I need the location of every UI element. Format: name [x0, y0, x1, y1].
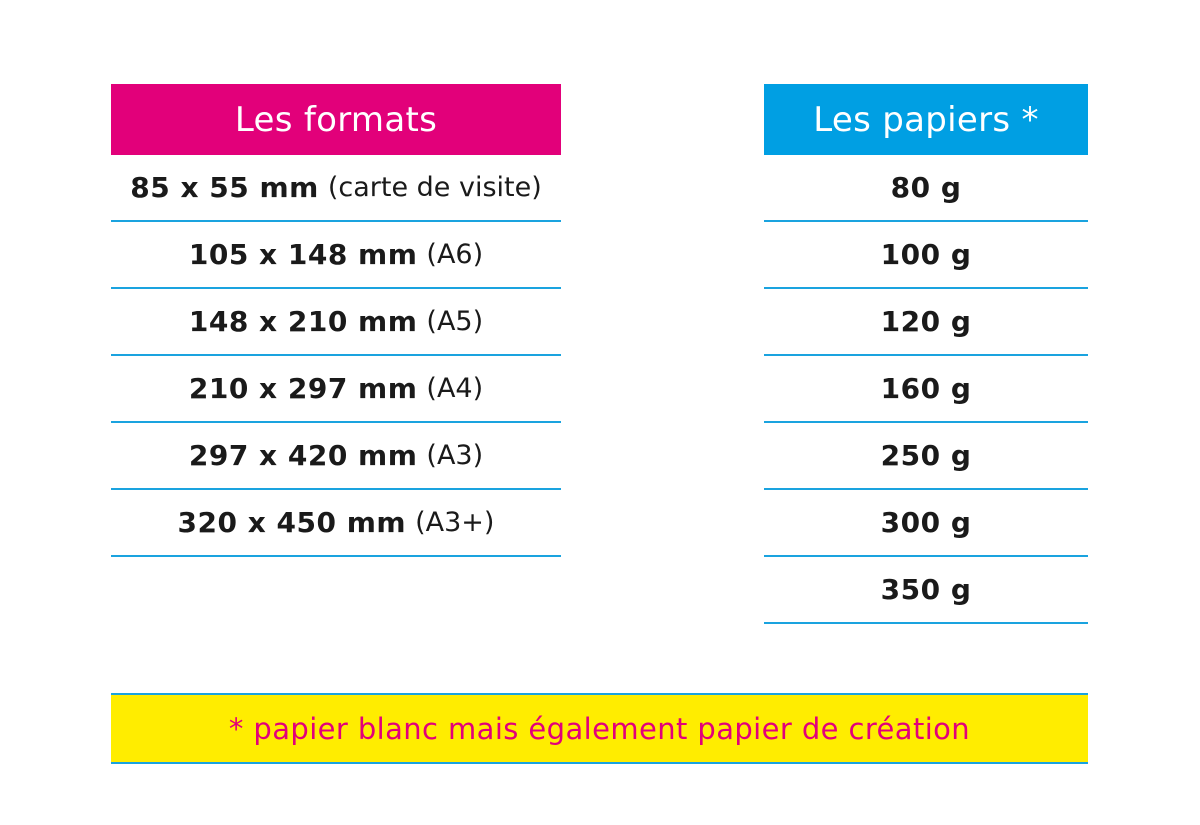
papers-table: [764, 84, 1088, 624]
format-size: 105 x 148 mm: [188, 238, 418, 271]
formats-table: [111, 84, 561, 557]
papers-header: Les papiers *: [764, 84, 1088, 155]
paper-row: [764, 423, 1088, 490]
format-row: [111, 490, 561, 557]
paper-row: [764, 155, 1088, 222]
format-size: 85 x 55 mm: [130, 171, 319, 204]
paper-row: [764, 222, 1088, 289]
formats-header: Les formats: [111, 84, 561, 155]
paper-row: [764, 356, 1088, 423]
format-note: (A4): [426, 373, 484, 404]
paper-row: [764, 490, 1088, 557]
paper-weight: 300 g: [880, 506, 972, 539]
format-size: 148 x 210 mm: [188, 305, 418, 338]
format-row: [111, 155, 561, 222]
format-note: (carte de visite): [327, 172, 542, 203]
format-note: (A3): [426, 440, 484, 471]
paper-weight: 160 g: [880, 372, 972, 405]
format-size: 320 x 450 mm: [177, 506, 407, 539]
footnote-bar: [111, 693, 1088, 764]
paper-row: [764, 289, 1088, 356]
paper-weight: 250 g: [880, 439, 972, 472]
format-row: [111, 289, 561, 356]
footnote-text: * papier blanc mais également papier de création: [228, 711, 971, 746]
format-note: (A3+): [415, 507, 495, 538]
format-row: [111, 222, 561, 289]
format-row: [111, 356, 561, 423]
paper-row: [764, 557, 1088, 624]
paper-weight: 350 g: [880, 573, 972, 606]
paper-weight: 100 g: [880, 238, 972, 271]
paper-weight: 120 g: [880, 305, 972, 338]
format-note: (A6): [426, 239, 484, 270]
format-size: 210 x 297 mm: [188, 372, 418, 405]
format-note: (A5): [426, 306, 484, 337]
format-size: 297 x 420 mm: [188, 439, 418, 472]
format-row: [111, 423, 561, 490]
paper-weight: 80 g: [890, 171, 962, 204]
